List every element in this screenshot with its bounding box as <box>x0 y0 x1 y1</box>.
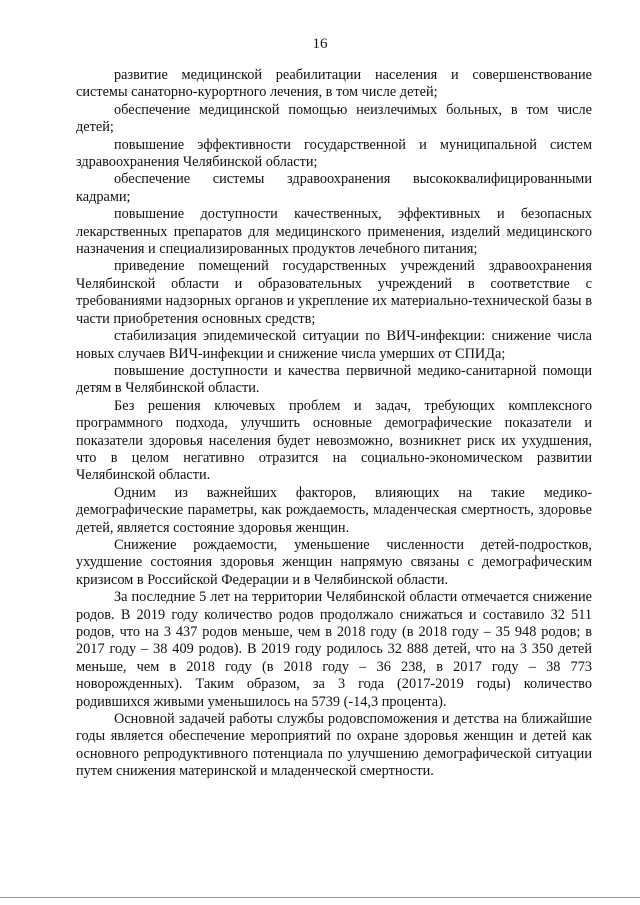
paragraph-premises: приведение помещений государственных учреждений здравоохранения Челябинской области и образовательных учреждений в соответствие с требованиями надзорных органов и укрепление их материально-технической базы в части приобретения основных средств; <box>76 258 592 327</box>
paragraph-hiv: стабилизация эпидемической ситуации по ВИЧ-инфекции: снижение числа новых случаев ВИЧ-инфекции и снижение числа умерших от СПИДа; <box>76 328 592 362</box>
paragraph-efficiency: повышение эффективности государственной и муниципальной систем здравоохранения Челябинской области; <box>76 136 592 171</box>
paragraph-palliative-care: обеспечение медицинской помощью неизлечимых больных, в том числе детей; <box>76 101 592 136</box>
paragraph-birth-rate: Снижение рождаемости, уменьшение численности детей-подростков, ухудшение состояния здоровья женщин напрямую связаны с демографическим кризисом в Российской Федерации и в Челябинской области. <box>76 536 592 588</box>
paragraph-main-task: Основной задачей работы службы родовспоможения и детства на ближайшие годы является обеспечение мероприятий по охране здоровья женщин и детей как основного репродуктивного потенциала по улучшению демографической ситуации путем снижения материнской и младенческой смертности. <box>76 711 592 780</box>
paragraph-staffing: обеспечение системы здравоохранения высококвалифицированными кадрами; <box>76 171 592 205</box>
page-number: 16 <box>312 36 328 52</box>
document-body <box>76 67 592 781</box>
bottom-divider <box>0 897 640 898</box>
paragraph-medicines: повышение доступности качественных, эффективных и безопасных лекарственных препаратов для медицинского применения, изделий медицинского назначения и специализированных продуктов лечебного питания; <box>76 206 592 258</box>
paragraph-primary-care: повышение доступности и качества первичной медико-санитарной помощи детям в Челябинской области. <box>76 362 592 397</box>
paragraph-womens-health: Одним из важнейших факторов, влияющих на такие медико-демографические параметры, как рождаемость, младенческая смертность, здоровье детей, является состояние здоровья женщин. <box>76 484 592 536</box>
paragraph-risk: Без решения ключевых проблем и задач, требующих комплексного программного подхода, улучшить основные демографические показатели и показатели здоровья населения будет невозможно, возникнет риск их ухудшения, что в целом негативно отразится на социально-экономическом развитии Челябинской области. <box>76 397 592 484</box>
paragraph-rehabilitation: развитие медицинской реабилитации населения и совершенствование системы санаторно-курортного лечения, в том числе детей; <box>76 67 592 101</box>
paragraph-statistics: За последние 5 лет на территории Челябинской области отмечается снижение родов. В 2019 году количество родов продолжало снижаться и составило 32 511 родов, что на 3 437 родов меньше, чем в 2018 году (в 2018 году – 35 948 родов; в 2017 году – 38 409 родов). В 2019 году родилось 32 888 детей, что на 3 350 детей меньше, чем в 2018 году (в 2018 году – 36 238, в 2017 году – 38 773 новорожденных). Таким образом, за 3 года (2017-2019 годы) количество родившихся живыми уменьшилось на 5739 (-14,3 процента). <box>76 589 592 710</box>
